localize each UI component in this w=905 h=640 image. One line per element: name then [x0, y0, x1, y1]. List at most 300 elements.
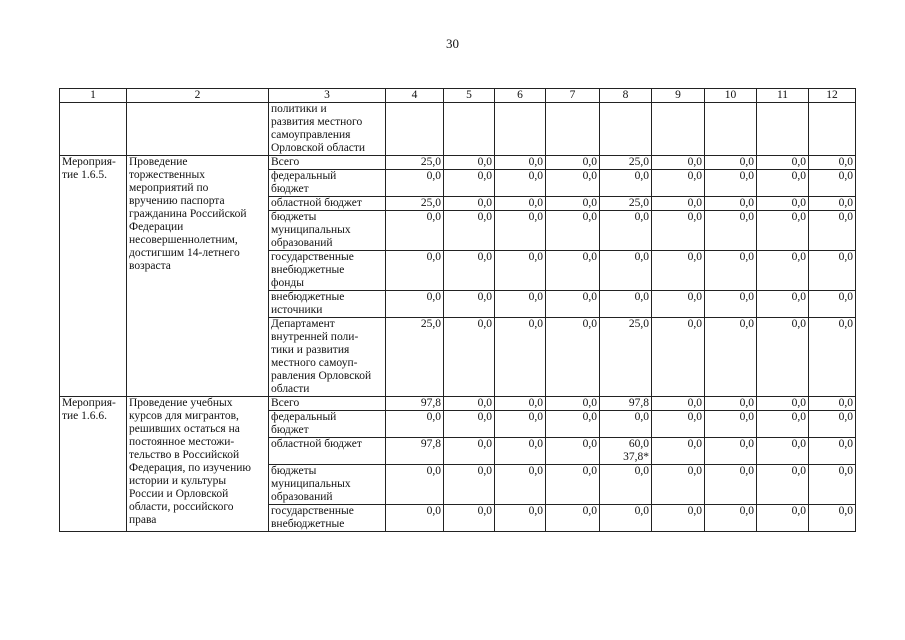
- value-cell: [600, 156, 652, 170]
- value-cell: [600, 197, 652, 211]
- value-cell: [705, 156, 757, 170]
- value-cell-line: 0,0: [528, 411, 543, 423]
- value-cell: [705, 505, 757, 532]
- value-cell: [444, 291, 495, 318]
- value-cell: [386, 397, 444, 411]
- activity-code-cell: [60, 103, 127, 156]
- value-cell: [600, 170, 652, 197]
- funding-source-cell-line: государственные: [271, 251, 354, 263]
- value-cell-line: 0,0: [528, 197, 543, 209]
- value-cell: [444, 397, 495, 411]
- funding-source-cell-line: равления Орловской: [271, 370, 372, 382]
- value-cell: [386, 251, 444, 291]
- value-cell: [495, 397, 546, 411]
- value-cell: [652, 318, 705, 397]
- value-cell-line: 0,0: [739, 211, 754, 223]
- value-cell-line: 0,0: [791, 397, 806, 409]
- value-cell: [386, 438, 444, 465]
- value-cell: [705, 251, 757, 291]
- value-cell-line: 0,0: [426, 291, 441, 303]
- value-cell-line: 0,0: [838, 251, 853, 263]
- value-cell-line: 0,0: [791, 465, 806, 477]
- activity-title-cell-line: курсов для мигрантов,: [129, 410, 239, 422]
- value-cell-line: 0,0: [838, 397, 853, 409]
- funding-source-cell-line: тики и развития: [271, 344, 350, 356]
- value-cell-line: 0,0: [739, 397, 754, 409]
- value-cell-line: 0,0: [791, 411, 806, 423]
- funding-source-cell-line: образований: [271, 491, 333, 503]
- funding-source-cell-line: бюджет: [271, 183, 309, 195]
- budget-table: [59, 88, 856, 532]
- value-cell-line: 0,0: [582, 251, 597, 263]
- value-cell-line: 0,0: [528, 291, 543, 303]
- value-cell-line: 0,0: [634, 465, 649, 477]
- value-cell-line: 25,0: [420, 156, 441, 168]
- value-cell: [600, 211, 652, 251]
- funding-source-cell-line: федеральный: [271, 170, 337, 182]
- value-cell-line: 0,0: [838, 197, 853, 209]
- funding-source-cell-line: внебюджетные: [271, 264, 345, 276]
- value-cell-line: 0,0: [582, 197, 597, 209]
- activity-title-cell-line: России и Орловской: [129, 488, 229, 500]
- value-cell: [809, 438, 856, 465]
- activity-code-cell-line: тие 1.6.5.: [62, 169, 108, 181]
- funding-source-cell: [269, 170, 386, 197]
- value-cell: [757, 438, 809, 465]
- value-cell-line: 0,0: [739, 291, 754, 303]
- value-cell: [444, 156, 495, 170]
- funding-source-cell-line: областной бюджет: [271, 438, 362, 450]
- value-cell: [386, 211, 444, 251]
- value-cell-line: 0,0: [528, 438, 543, 450]
- value-cell: [757, 397, 809, 411]
- value-cell: [444, 170, 495, 197]
- funding-source-cell-line: бюджет: [271, 424, 309, 436]
- value-cell-line: 0,0: [477, 397, 492, 409]
- value-cell-line: 0,0: [477, 318, 492, 330]
- value-cell-line: 0,0: [582, 291, 597, 303]
- funding-source-cell-line: Орловской области: [271, 142, 366, 154]
- column-number: 10: [705, 89, 757, 103]
- activity-title-cell-line: достигшим 14-летнего: [129, 247, 240, 259]
- value-cell: [809, 211, 856, 251]
- value-cell: [705, 291, 757, 318]
- funding-source-cell-line: бюджеты: [271, 465, 317, 477]
- value-cell: [705, 170, 757, 197]
- funding-source-cell-line: Всего: [271, 397, 300, 409]
- activity-title-cell-line: права: [129, 514, 157, 526]
- value-cell: [705, 411, 757, 438]
- value-cell: [495, 411, 546, 438]
- value-cell: [757, 291, 809, 318]
- value-cell: [386, 411, 444, 438]
- value-cell: [705, 465, 757, 505]
- value-cell-line: 0,0: [582, 156, 597, 168]
- value-cell-line: 0,0: [838, 156, 853, 168]
- value-cell: [546, 291, 600, 318]
- value-cell-line: 0,0: [426, 211, 441, 223]
- value-cell-line: 0,0: [687, 318, 702, 330]
- value-cell: [495, 438, 546, 465]
- value-cell-line: 0,0: [477, 211, 492, 223]
- value-cell: [386, 170, 444, 197]
- value-cell-line: 0,0: [687, 438, 702, 450]
- value-cell: [652, 505, 705, 532]
- value-cell-line: 0,0: [477, 291, 492, 303]
- value-cell: [386, 103, 444, 156]
- value-cell-line: 0,0: [528, 465, 543, 477]
- funding-source-cell-line: образований: [271, 237, 333, 249]
- value-cell-line: 0,0: [582, 318, 597, 330]
- column-number: 4: [386, 89, 444, 103]
- value-cell: [652, 197, 705, 211]
- value-cell: [705, 103, 757, 156]
- value-cell-line: 0,0: [687, 170, 702, 182]
- activity-title-cell-line: вручению паспорта: [129, 195, 225, 207]
- funding-source-cell: [269, 505, 386, 532]
- value-cell: [495, 170, 546, 197]
- value-cell: [495, 465, 546, 505]
- value-cell: [809, 197, 856, 211]
- activity-title-cell: [127, 103, 269, 156]
- value-cell: [444, 197, 495, 211]
- value-cell: [652, 103, 705, 156]
- value-cell-line: 0,0: [838, 438, 853, 450]
- value-cell-line: 0,0: [477, 505, 492, 517]
- value-cell-line: 0,0: [634, 505, 649, 517]
- value-cell: [546, 318, 600, 397]
- value-cell: [444, 505, 495, 532]
- funding-source-cell: [269, 438, 386, 465]
- activity-code-cell-line: Мероприя-: [62, 156, 116, 168]
- value-cell-line: 0,0: [791, 197, 806, 209]
- funding-source-cell: [269, 397, 386, 411]
- column-number: 11: [757, 89, 809, 103]
- value-cell-line: 0,0: [528, 170, 543, 182]
- activity-code-cell-line: тие 1.6.6.: [62, 410, 108, 422]
- value-cell: [809, 170, 856, 197]
- table-row: [60, 156, 856, 170]
- table-row: [60, 397, 856, 411]
- value-cell: [546, 197, 600, 211]
- value-cell: [757, 505, 809, 532]
- funding-source-cell: [269, 291, 386, 318]
- value-cell-line: 37,8*: [623, 451, 649, 463]
- value-cell-line: 0,0: [582, 505, 597, 517]
- value-cell: [546, 211, 600, 251]
- value-cell: [444, 251, 495, 291]
- funding-source-cell-line: внутренней поли-: [271, 331, 359, 343]
- value-cell-line: 0,0: [739, 197, 754, 209]
- column-number: 9: [652, 89, 705, 103]
- value-cell: [600, 103, 652, 156]
- value-cell-line: 0,0: [477, 465, 492, 477]
- value-cell: [652, 156, 705, 170]
- value-cell-line: 0,0: [426, 411, 441, 423]
- column-number-row: [60, 89, 856, 103]
- funding-source-cell: [269, 411, 386, 438]
- activity-title-cell-line: истории и культуры: [129, 475, 227, 487]
- value-cell: [546, 170, 600, 197]
- value-cell-line: 0,0: [791, 438, 806, 450]
- value-cell: [444, 103, 495, 156]
- value-cell: [652, 211, 705, 251]
- value-cell: [546, 505, 600, 532]
- value-cell: [600, 291, 652, 318]
- funding-source-cell: [269, 251, 386, 291]
- value-cell-line: 0,0: [687, 397, 702, 409]
- funding-source-cell: [269, 197, 386, 211]
- value-cell-line: 0,0: [477, 438, 492, 450]
- value-cell: [809, 411, 856, 438]
- activity-title-cell-line: возраста: [129, 260, 171, 272]
- value-cell-line: 0,0: [634, 251, 649, 263]
- value-cell-line: 0,0: [838, 318, 853, 330]
- value-cell-line: 0,0: [634, 170, 649, 182]
- value-cell: [386, 156, 444, 170]
- value-cell: [705, 318, 757, 397]
- value-cell-line: 0,0: [528, 505, 543, 517]
- value-cell: [600, 397, 652, 411]
- value-cell: [652, 291, 705, 318]
- activity-code-cell: [60, 397, 127, 532]
- value-cell: [600, 411, 652, 438]
- value-cell-line: 0,0: [634, 411, 649, 423]
- activity-title-cell-line: Федерация, по изучению: [129, 462, 251, 474]
- funding-source-cell: [269, 156, 386, 170]
- funding-source-cell: [269, 465, 386, 505]
- value-cell-line: 97,8: [420, 397, 441, 409]
- value-cell-line: 0,0: [687, 251, 702, 263]
- value-cell-line: 0,0: [739, 411, 754, 423]
- value-cell: [386, 197, 444, 211]
- value-cell: [652, 411, 705, 438]
- column-number: 2: [127, 89, 269, 103]
- value-cell: [546, 251, 600, 291]
- activity-title-cell: [127, 156, 269, 397]
- value-cell: [757, 251, 809, 291]
- value-cell: [600, 465, 652, 505]
- value-cell-line: 0,0: [739, 318, 754, 330]
- value-cell: [757, 465, 809, 505]
- activity-code-cell: [60, 156, 127, 397]
- value-cell: [809, 156, 856, 170]
- value-cell-line: 0,0: [687, 211, 702, 223]
- value-cell-line: 0,0: [791, 251, 806, 263]
- value-cell-line: 97,8: [420, 438, 441, 450]
- value-cell-line: 0,0: [791, 170, 806, 182]
- column-number: 5: [444, 89, 495, 103]
- value-cell: [652, 438, 705, 465]
- value-cell-line: 0,0: [791, 505, 806, 517]
- value-cell-line: 0,0: [739, 465, 754, 477]
- value-cell-line: 0,0: [739, 170, 754, 182]
- value-cell: [809, 103, 856, 156]
- page-number: 30: [446, 36, 459, 51]
- value-cell: [495, 211, 546, 251]
- value-cell-line: 0,0: [838, 170, 853, 182]
- activity-code-cell-line: Мероприя-: [62, 397, 116, 409]
- value-cell-line: 25,0: [420, 197, 441, 209]
- value-cell: [495, 103, 546, 156]
- value-cell: [546, 438, 600, 465]
- funding-source-cell: [269, 318, 386, 397]
- activity-title-cell-line: постоянное местожи-: [129, 436, 235, 448]
- funding-source-cell-line: муниципальных: [271, 478, 351, 490]
- value-cell: [705, 397, 757, 411]
- continuation-row: [60, 103, 856, 156]
- funding-source-cell-line: внебюджетные: [271, 291, 345, 303]
- value-cell-line: 0,0: [528, 251, 543, 263]
- value-cell: [705, 197, 757, 211]
- activity-title-cell-line: Федерации: [129, 221, 184, 233]
- value-cell: [705, 438, 757, 465]
- value-cell-line: 0,0: [426, 170, 441, 182]
- value-cell-line: 97,8: [628, 397, 649, 409]
- activity-title-cell-line: мероприятий по: [129, 182, 209, 194]
- value-cell-line: 0,0: [528, 397, 543, 409]
- value-cell: [386, 291, 444, 318]
- value-cell: [495, 156, 546, 170]
- value-cell-line: 25,0: [628, 197, 649, 209]
- activity-title-cell: [127, 397, 269, 532]
- value-cell-line: 0,0: [528, 318, 543, 330]
- value-cell-line: 0,0: [791, 291, 806, 303]
- value-cell: [600, 251, 652, 291]
- column-number: 1: [60, 89, 127, 103]
- activity-title-cell-line: торжественных: [129, 169, 205, 181]
- value-cell-line: 0,0: [838, 411, 853, 423]
- value-cell-line: 0,0: [582, 397, 597, 409]
- value-cell-line: 25,0: [628, 318, 649, 330]
- value-cell: [386, 465, 444, 505]
- value-cell: [809, 465, 856, 505]
- value-cell-line: 0,0: [477, 251, 492, 263]
- value-cell: [495, 197, 546, 211]
- value-cell: [757, 156, 809, 170]
- activity-title-cell-line: тельство в Российской: [129, 449, 240, 461]
- value-cell-line: 0,0: [687, 411, 702, 423]
- value-cell: [386, 505, 444, 532]
- value-cell-line: 0,0: [582, 411, 597, 423]
- funding-source-cell-line: развития местного: [271, 116, 363, 128]
- funding-source-cell: [269, 103, 386, 156]
- value-cell: [444, 318, 495, 397]
- value-cell: [652, 465, 705, 505]
- column-number: 7: [546, 89, 600, 103]
- value-cell: [444, 211, 495, 251]
- value-cell: [495, 505, 546, 532]
- value-cell: [495, 291, 546, 318]
- column-number: 6: [495, 89, 546, 103]
- value-cell-line: 0,0: [477, 411, 492, 423]
- funding-source-cell-line: государственные: [271, 505, 354, 517]
- value-cell-line: 0,0: [477, 156, 492, 168]
- column-number: 12: [809, 89, 856, 103]
- value-cell-line: 60,0: [628, 438, 649, 450]
- activity-title-cell-line: Проведение учебных: [129, 397, 233, 409]
- value-cell: [600, 318, 652, 397]
- value-cell-line: 0,0: [838, 505, 853, 517]
- value-cell-line: 0,0: [687, 291, 702, 303]
- funding-source-cell-line: области: [271, 383, 310, 395]
- activity-title-cell-line: решивших остаться на: [129, 423, 240, 435]
- value-cell-line: 0,0: [838, 465, 853, 477]
- value-cell: [757, 411, 809, 438]
- value-cell-line: 0,0: [582, 465, 597, 477]
- value-cell: [809, 397, 856, 411]
- value-cell: [444, 411, 495, 438]
- value-cell-line: 0,0: [739, 438, 754, 450]
- value-cell: [600, 505, 652, 532]
- value-cell: [386, 318, 444, 397]
- value-cell-line: 0,0: [791, 211, 806, 223]
- activity-title-cell-line: несовершеннолетним,: [129, 234, 238, 246]
- value-cell-line: 0,0: [739, 505, 754, 517]
- value-cell-line: 0,0: [426, 505, 441, 517]
- column-number: 3: [269, 89, 386, 103]
- funding-source-cell-line: федеральный: [271, 411, 337, 423]
- value-cell: [546, 156, 600, 170]
- value-cell-line: 0,0: [582, 211, 597, 223]
- value-cell: [809, 318, 856, 397]
- value-cell: [546, 465, 600, 505]
- value-cell: [809, 291, 856, 318]
- value-cell-line: 0,0: [582, 438, 597, 450]
- funding-source-cell-line: местного самоуп-: [271, 357, 358, 369]
- value-cell-line: 25,0: [420, 318, 441, 330]
- value-cell: [444, 438, 495, 465]
- value-cell: [705, 211, 757, 251]
- value-cell: [600, 438, 652, 465]
- value-cell: [757, 170, 809, 197]
- funding-source-cell-line: бюджеты: [271, 211, 317, 223]
- value-cell-line: 0,0: [528, 156, 543, 168]
- funding-source-cell-line: внебюджетные: [271, 518, 345, 530]
- value-cell: [757, 318, 809, 397]
- funding-source-cell: [269, 211, 386, 251]
- activity-title-cell-line: области, российского: [129, 501, 234, 513]
- value-cell-line: 0,0: [687, 197, 702, 209]
- value-cell-line: 0,0: [634, 211, 649, 223]
- funding-source-cell-line: фонды: [271, 277, 304, 289]
- value-cell-line: 0,0: [687, 156, 702, 168]
- value-cell: [809, 251, 856, 291]
- value-cell-line: 0,0: [838, 291, 853, 303]
- value-cell-line: 0,0: [687, 465, 702, 477]
- value-cell: [495, 318, 546, 397]
- value-cell: [652, 397, 705, 411]
- funding-source-cell-line: областной бюджет: [271, 197, 362, 209]
- value-cell: [546, 103, 600, 156]
- funding-source-cell-line: муниципальных: [271, 224, 351, 236]
- value-cell: [809, 505, 856, 532]
- value-cell-line: 0,0: [791, 318, 806, 330]
- funding-source-cell-line: политики и: [271, 103, 327, 115]
- funding-source-cell-line: самоуправления: [271, 129, 351, 141]
- value-cell-line: 0,0: [477, 197, 492, 209]
- activity-title-cell-line: гражданина Российской: [129, 208, 247, 220]
- value-cell-line: 25,0: [628, 156, 649, 168]
- value-cell-line: 0,0: [582, 170, 597, 182]
- value-cell-line: 0,0: [634, 291, 649, 303]
- activity-title-cell-line: Проведение: [129, 156, 188, 168]
- column-number: 8: [600, 89, 652, 103]
- value-cell: [546, 397, 600, 411]
- value-cell: [757, 197, 809, 211]
- value-cell: [444, 465, 495, 505]
- value-cell: [757, 211, 809, 251]
